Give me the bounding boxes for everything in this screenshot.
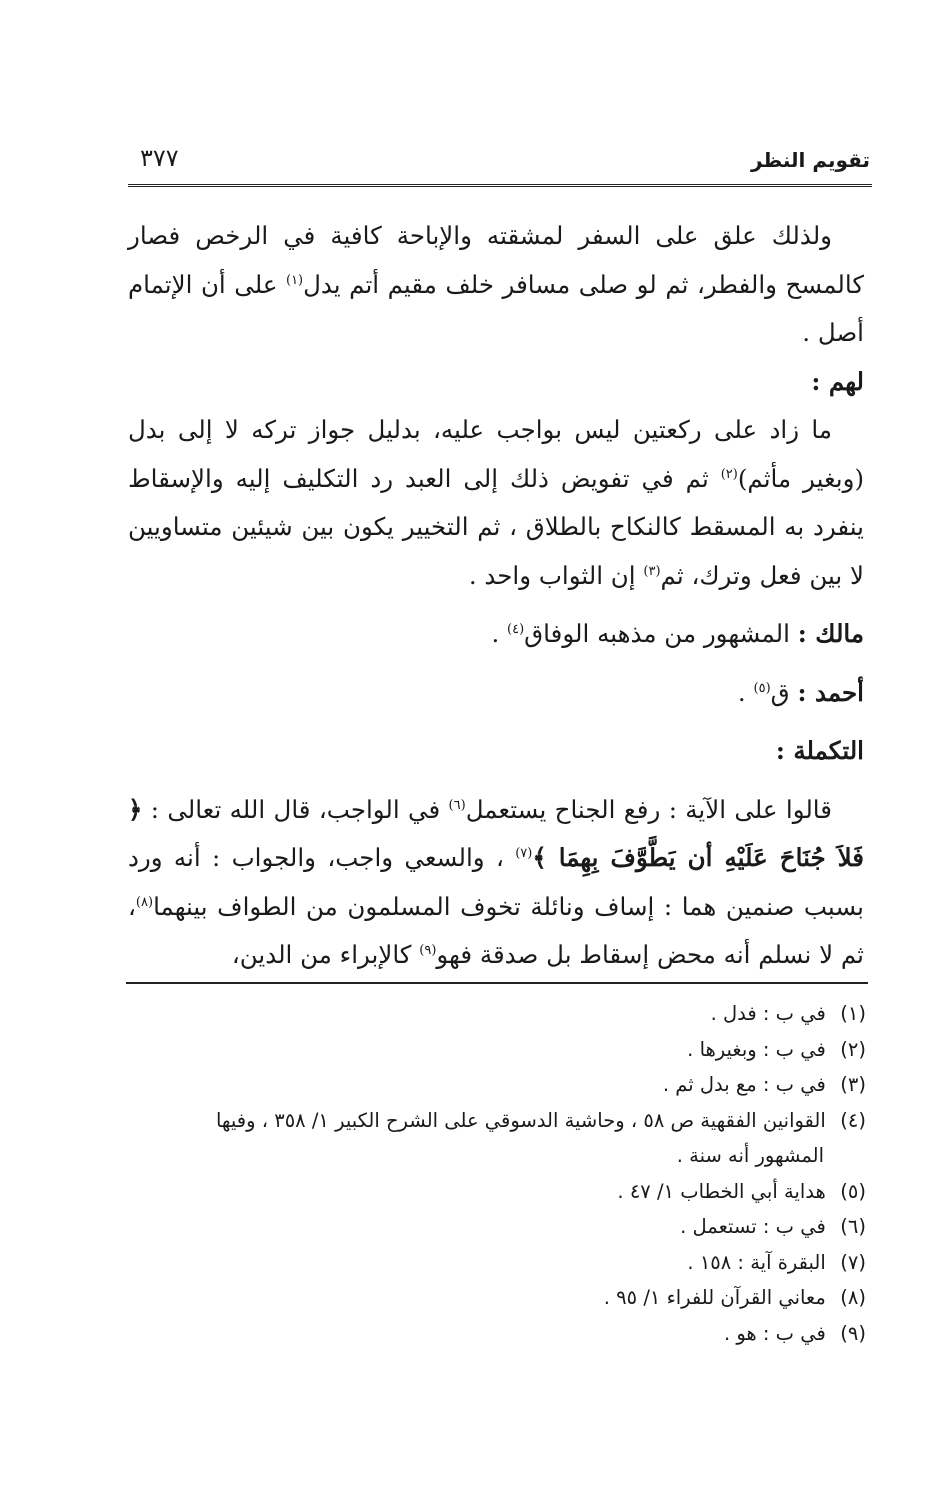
footnote-text: في ب : وبغيرها .: [687, 1037, 826, 1061]
running-title: تقويم النظر: [750, 148, 870, 172]
malik-end: .: [491, 619, 508, 648]
footnote-number: (٣): [840, 1073, 866, 1096]
paragraph-1-text: ولذلك علق على السفر لمشقته والإباحة كافية في الرخص فصار كالمسح والفطر، ثم لو صلى مسافر خلف مقيم أتم يدل: [128, 221, 864, 299]
footnote-number: (٥): [840, 1179, 866, 1203]
header-rule: [128, 184, 872, 187]
quran-verse: ﴿ فَلاَ جُنَاحَ عَلَيْهِ أن يَطَّوَّفَ بِهِمَا ﴾: [128, 794, 865, 872]
paragraph-2-text-a: ما زاد على ركعتين ليس بواجب عليه، بدليل جواز تركه لا إلى بدل (وبغير مأثم): [128, 415, 864, 493]
footnote-text: القوانين الفقهية ص ٥٨ ، وحاشية الدسوقي على الشرح الكبير ١/ ٣٥٨ ، وفيها: [215, 1108, 826, 1132]
footnote-number: (٧): [840, 1250, 866, 1274]
footnote-1: [128, 996, 866, 1032]
paragraph-3: [128, 786, 864, 980]
footnote-9: [128, 1316, 866, 1352]
paragraph-3-text-e: كالإبراء من الدين،: [231, 940, 420, 969]
malik-line: [128, 610, 864, 659]
footnote-text: في ب : هو .: [723, 1321, 826, 1345]
footnote-number: (٦): [840, 1215, 866, 1238]
footnote-number: (٨): [840, 1286, 866, 1309]
ahmad-label: أحمد :: [797, 677, 864, 707]
footnote-ref-1: (١): [285, 272, 304, 288]
malik-label: مالك :: [797, 619, 864, 648]
footnote-ref-8: (٨): [135, 894, 154, 910]
paragraph-3-text-d: ، ثم لا نسلم أنه محض إسقاط بل صدقة فهو: [128, 891, 864, 969]
paragraph-1-end: على أن الإتمام أصل .: [128, 269, 864, 347]
paragraph-2-text-b: ثم في تفويض ذلك إلى العبد رد التكليف إليه والإسقاط ينفرد به المسقط كالنكاح بالطلاق ، ثم التخيير يكون بين شيئين متساويين لا بين فعل وترك، ثم: [128, 463, 864, 590]
paragraph-3-text-c: ، والسعي واجب، والجواب : أنه ورد بسبب صنمين هما : إساف ونائلة تخوف المسلمون من الطواف بينهما: [128, 843, 864, 921]
footnote-text: البقرة آية : ١٥٨ .: [687, 1250, 826, 1274]
footnote-4: [128, 1103, 866, 1174]
page-header: [130, 140, 870, 180]
footnote-ref-6: (٦): [448, 797, 466, 813]
footnote-number: (١): [840, 1002, 866, 1025]
malik-text: المشهور من مذهبه الوفاق: [524, 619, 798, 648]
section-heading-lahum: لهم :: [811, 366, 864, 396]
footnote-number: (٢): [840, 1037, 866, 1061]
footnotes: [128, 996, 866, 1351]
footnote-3: [128, 1067, 866, 1103]
footnote-ref-5: (٥): [753, 680, 771, 696]
ahmad-line: [128, 669, 864, 718]
paragraph-2: [128, 406, 864, 600]
footnote-ref-2: (٢): [720, 466, 738, 482]
section-heading-takmila: التكملة :: [775, 736, 864, 765]
footnote-2: [128, 1032, 866, 1068]
footnote-text: معاني القرآن للفراء ١/ ٩٥ .: [603, 1286, 826, 1309]
footnote-5: [128, 1174, 866, 1210]
footnote-text: هداية أبي الخطاب ١/ ٤٧ .: [617, 1179, 826, 1203]
paragraph-3-text-b: في الواجب، قال الله تعالى :: [150, 794, 449, 824]
page-number: ٣٧٧: [140, 144, 179, 172]
footnote-text: في ب : فدل .: [710, 1002, 826, 1025]
paragraph-1: [128, 212, 864, 358]
paragraph-2-text-c: إن الثواب واحد .: [468, 560, 644, 590]
footnote-ref-9: (٩): [419, 942, 437, 958]
footnote-text: في ب : تستعمل .: [680, 1215, 826, 1238]
footnote-8: [128, 1280, 866, 1316]
footnote-text-continued: المشهور أنه سنة .: [676, 1144, 824, 1167]
footnote-number: (٤): [840, 1108, 866, 1132]
footnote-ref-7: (٧): [515, 845, 533, 861]
footnote-number: (٩): [840, 1321, 866, 1345]
main-text: [128, 212, 864, 980]
footnote-6: [128, 1209, 866, 1245]
paragraph-3-text-a: قالوا على الآية : رفع الجناح يستعمل: [465, 794, 832, 824]
footnote-ref-4: (٤): [507, 621, 525, 637]
footnote-text: في ب : مع بدل ثم .: [662, 1073, 826, 1096]
footnote-ref-3: (٣): [643, 563, 661, 579]
ahmad-text: ق: [770, 677, 798, 707]
ahmad-end: .: [737, 677, 754, 707]
footnote-7: [128, 1245, 866, 1281]
footnote-rule: [126, 982, 868, 984]
